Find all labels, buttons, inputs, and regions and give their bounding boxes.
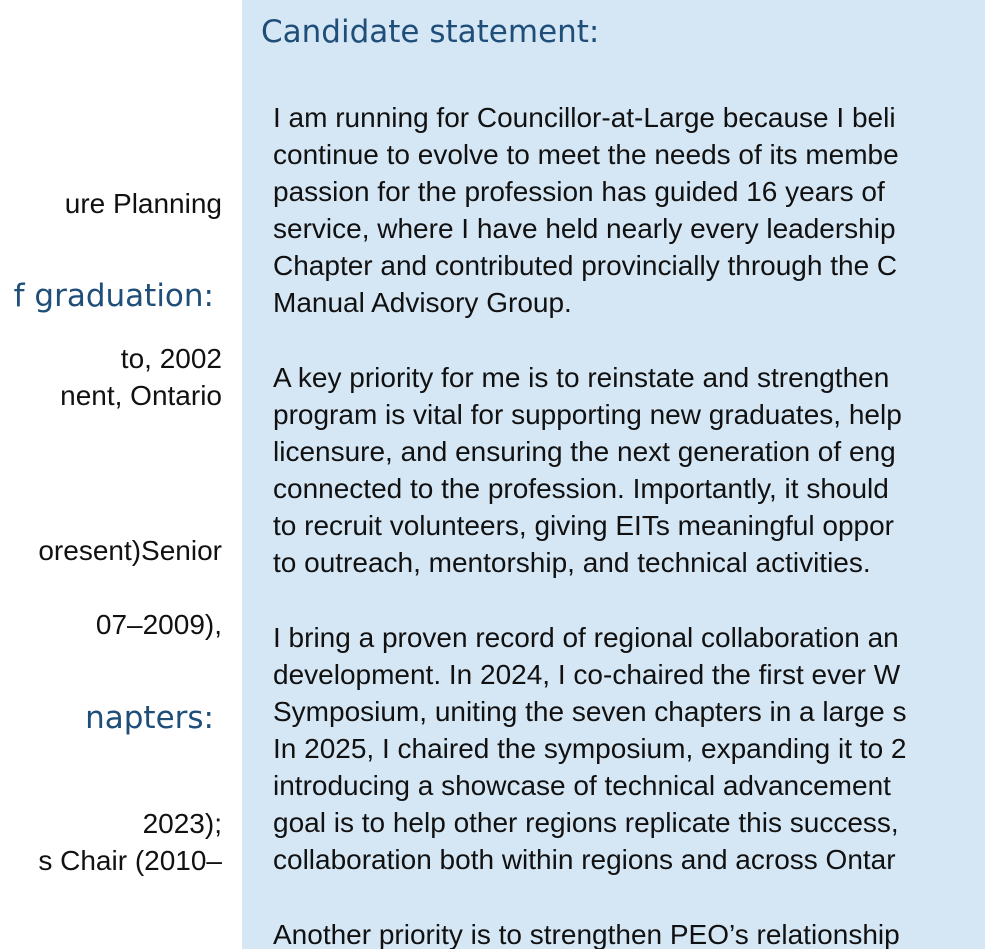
graduation-heading: f graduation:	[13, 278, 214, 314]
statement-p2-line-1: A key priority for me is to reinstate and strengthen	[273, 362, 890, 393]
statement-p2-line-3: licensure, and ensuring the next generation of eng	[273, 436, 896, 467]
statement-p3-line-4: In 2025, I chaired the symposium, expanding it to 2	[273, 733, 907, 764]
statement-p3-line-6: goal is to help other regions replicate this success,	[273, 807, 899, 838]
candidate-statement-panel	[242, 0, 985, 949]
statement-p3-line-5: introducing a showcase of technical advancement	[273, 770, 891, 801]
info-line-previous-role: 07–2009),	[95, 609, 222, 640]
statement-p2-line-5: to recruit volunteers, giving EITs meaningful oppor	[273, 510, 894, 541]
statement-p3-line-7: collaboration both within regions and across Ontar	[273, 844, 896, 875]
info-line-current-role: oresent)Senior	[38, 535, 222, 566]
info-line-chapter-role-1: 2023);	[142, 808, 222, 839]
chapters-heading: napters:	[85, 700, 214, 736]
info-line-planning: ure Planning	[64, 188, 222, 219]
candidate-statement-heading: Candidate statement:	[261, 14, 600, 50]
info-line-chapter-role-2: s Chair (2010–	[38, 845, 222, 876]
statement-p1-line-1: I am running for Councillor-at-Large because I beli	[273, 102, 896, 133]
statement-p1-line-3: passion for the profession has guided 16 years of	[273, 176, 885, 207]
statement-p3-line-2: development. In 2024, I co-chaired the first ever W	[273, 659, 901, 690]
statement-p4-line-1: Another priority is to strengthen PEO’s relationship	[273, 919, 900, 949]
statement-p3-line-1: I bring a proven record of regional collaboration an	[273, 622, 899, 653]
info-line-graduation-year: to, 2002	[120, 343, 222, 374]
statement-p2-line-6: to outreach, mentorship, and technical activities.	[273, 547, 871, 578]
statement-p1-line-4: service, where I have held nearly every leadership	[273, 213, 896, 244]
statement-p2-line-2: program is vital for supporting new graduates, help	[273, 399, 902, 430]
info-line-graduation-location: nent, Ontario	[60, 380, 222, 411]
statement-p1-line-5: Chapter and contributed provincially through the C	[273, 250, 898, 281]
candidate-info-column	[0, 0, 242, 949]
statement-p2-line-4: connected to the profession. Importantly, it should	[273, 473, 889, 504]
statement-p1-line-2: continue to evolve to meet the needs of its membe	[273, 139, 899, 170]
statement-p1-line-6: Manual Advisory Group.	[273, 287, 572, 318]
statement-p3-line-3: Symposium, uniting the seven chapters in a large s	[273, 696, 907, 727]
